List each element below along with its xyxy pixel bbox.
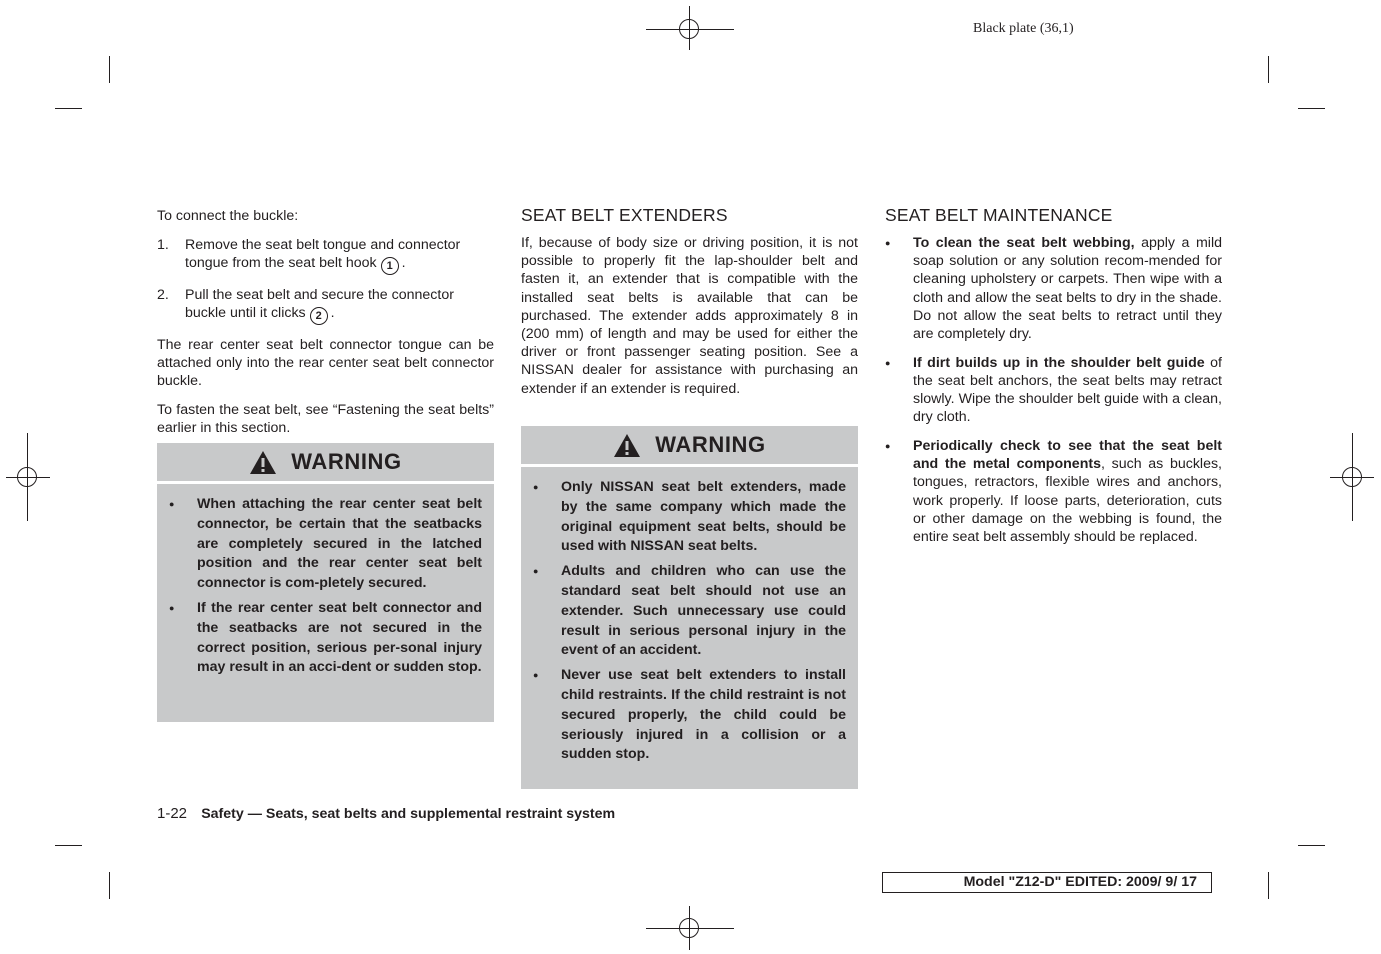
- warning-header: [521, 426, 858, 467]
- body-paragraph: To fasten the seat belt, see “Fastening the seat belts” earlier in this section.: [157, 401, 494, 436]
- callout-marker: 1: [381, 257, 399, 275]
- maintenance-item: ● If dirt builds up in the shoulder belt guide of the seat belt anchors, the seat belts may retract slowly. Wipe the shoulder belt guide with a clean, dry cloth.: [885, 354, 1222, 427]
- callout-marker: 2: [310, 307, 328, 325]
- warning-title: WARNING: [291, 449, 402, 474]
- page-number: 1-22: [157, 805, 188, 822]
- section-heading: SEAT BELT MAINTENANCE: [885, 205, 1113, 225]
- warning-box: [157, 443, 494, 722]
- warning-item: ● If the rear center seat belt connector and the seatbacks are not secured in the correct position, serious per-sonal injury may result in an acci-dent or sudden stop.: [169, 599, 482, 678]
- warning-list: [533, 478, 846, 765]
- warning-header: [157, 443, 494, 484]
- warning-item: ● When attaching the rear center seat belt connector, be certain that the seatbacks are completely secured in the latched position and the rear center seat belt connector is com-pletely secured.: [169, 495, 482, 594]
- body-paragraph: The rear center seat belt connector tongue can be attached only into the rear center seat belt connector buckle.: [157, 336, 494, 390]
- step-item: 2. Pull the seat belt and secure the connector buckle until it clicks 2 .: [157, 286, 494, 325]
- warning-item: ● Adults and children who can use the standard seat belt should not use an extender. Such unnecessary use could result in serious personal injury in the event of an accident.: [533, 562, 846, 661]
- warning-icon: [613, 433, 641, 458]
- warning-icon: [249, 450, 277, 475]
- page-footer: [157, 805, 615, 822]
- footer-title: Safety — Seats, seat belts and supplemental restraint system: [201, 806, 616, 822]
- plate-label: Black plate (36,1): [973, 21, 1074, 36]
- steps-list: [157, 236, 494, 325]
- middle-column: [521, 205, 858, 408]
- intro-text: To connect the buckle:: [157, 208, 299, 224]
- maintenance-item: ● Periodically check to see that the seat belt and the metal components, such as buckles, tongues, retractors, flexible wires and anchors, work properly. If loose parts, deterioration, cuts or other damage on the webbing is found, the entire seat belt assembly should be replaced.: [885, 437, 1222, 546]
- maintenance-list: [885, 234, 1222, 546]
- model-edited-box: Model "Z12-D" EDITED: 2009/ 9/ 17: [882, 872, 1212, 893]
- step-item: 1. Remove the seat belt tongue and connector tongue from the seat belt hook 1 .: [157, 236, 494, 275]
- warning-item: ● Never use seat belt extenders to install child restraints. If the child restraint is not secured properly, the child could be seriously injured in a collision or a sudden stop.: [533, 666, 846, 765]
- maintenance-item: ● To clean the seat belt webbing, apply a mild soap solution or any solution recom-mended for cleaning upholstery or carpets. Then wipe with a cloth and allow the seat belts to dry in the shade. Do not allow the seat belts to retract until they are completely dry.: [885, 234, 1222, 343]
- left-column: [157, 207, 494, 448]
- warning-box: [521, 426, 858, 789]
- warning-list: [169, 495, 482, 678]
- right-column: [885, 205, 1222, 557]
- body-paragraph: If, because of body size or driving position, it is not possible to properly fit the lap-shoulder belt and fasten it, an extender that is compatible with the installed seat belts is available that can be purchased. The extender adds approximately 8 in (200 mm) of length and may be used for either the driver or front passenger seating position. See a NISSAN dealer for assistance with purchasing an extender if an extender is required.: [521, 235, 858, 397]
- warning-item: ● Only NISSAN seat belt extenders, made by the same company which made the original equipment seat belts, should be used with NISSAN seat belts.: [533, 478, 846, 557]
- section-heading: SEAT BELT EXTENDERS: [521, 205, 728, 225]
- warning-title: WARNING: [655, 432, 766, 457]
